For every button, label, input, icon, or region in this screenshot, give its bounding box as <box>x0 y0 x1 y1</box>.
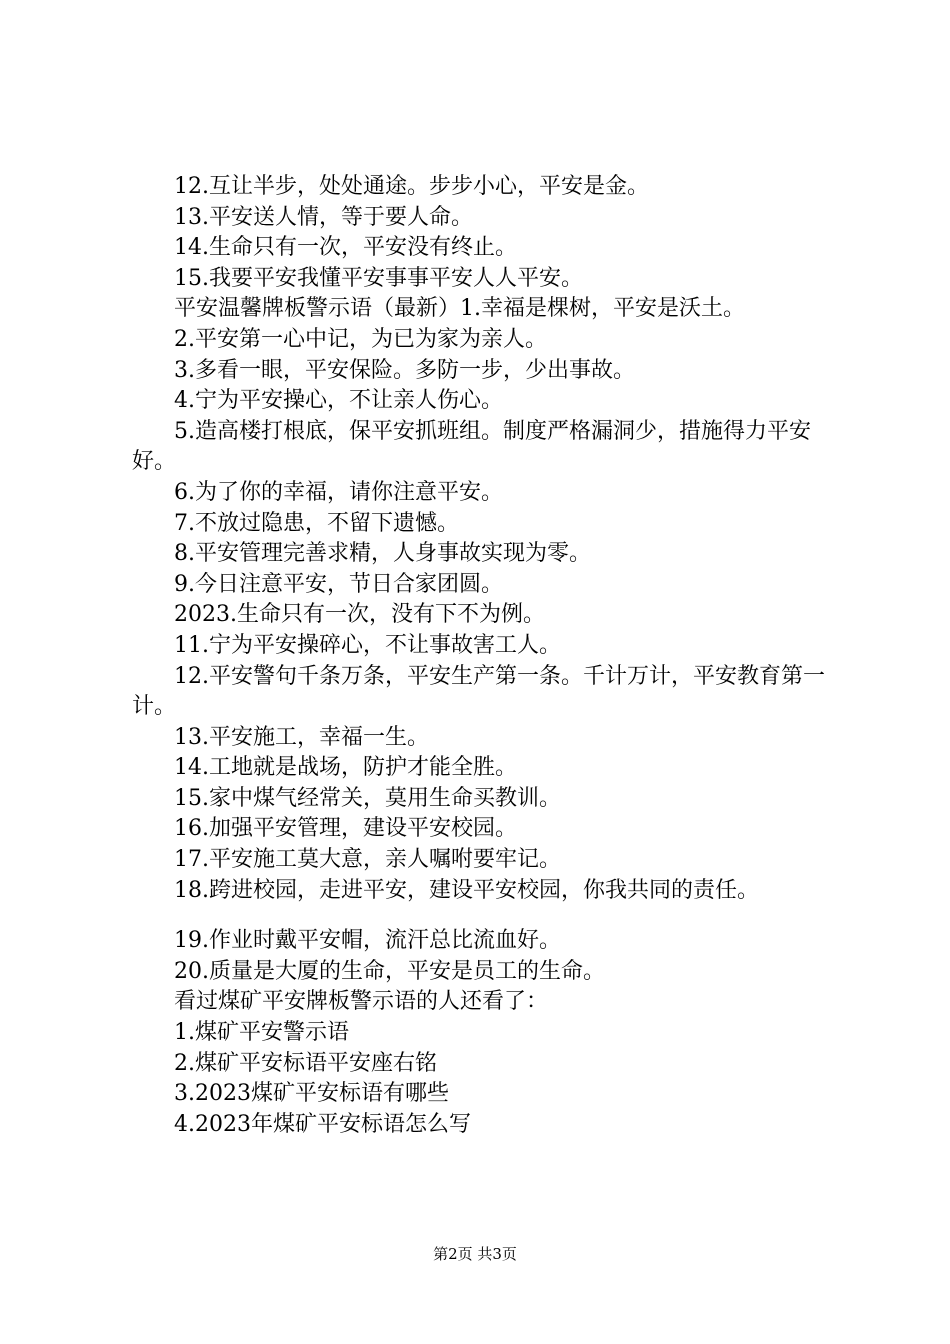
text-line: 9.今日注意平安，节日合家团圆。 <box>174 571 503 597</box>
text-line: 平安温馨牌板警示语（最新）1.幸福是棵树，平安是沃土。 <box>174 296 745 322</box>
text-line: 2.平安第一心中记，为已为家为亲人。 <box>174 326 547 352</box>
text-line: 7.不放过隐患，不留下遗憾。 <box>174 510 459 536</box>
document-body <box>132 172 850 1140</box>
text-line: 5.造高楼打根底，保平安抓班组。制度严格漏洞少，措施得力平安好。 <box>132 418 811 475</box>
text-line: 20.质量是大厦的生命，平安是员工的生命。 <box>174 958 605 984</box>
text-line: 6.为了你的幸福，请你注意平安。 <box>174 479 503 505</box>
text-line: 12.平安警句千条万条，平安生产第一条。千计万计，平安教育第一计。 <box>132 663 825 720</box>
text-line: 3.2023煤矿平安标语有哪些 <box>174 1081 449 1107</box>
text-line: 1.煤矿平安警示语 <box>174 1020 349 1046</box>
text-line: 14.生命只有一次，平安没有终止。 <box>174 235 517 261</box>
text-line: 12.互让半步，处处通途。步步小心，平安是金。 <box>174 174 649 199</box>
text-line: 15.我要平安我懂平安事事平安人人平安。 <box>174 265 583 291</box>
text-line: 看过煤矿平安牌板警示语的人还看了： <box>174 989 549 1015</box>
text-line: 2.煤矿平安标语平安座右铭 <box>174 1050 437 1076</box>
text-line: 11.宁为平安操碎心，不让事故害工人。 <box>174 632 561 658</box>
text-line: 15.家中煤气经常关，莫用生命买教训。 <box>174 785 561 811</box>
text-line: 3.多看一眼，平安保险。多防一步，少出事故。 <box>174 357 635 383</box>
blank-line <box>132 906 850 926</box>
text-line: 14.工地就是战场，防护才能全胜。 <box>174 755 517 781</box>
text-line: 4.宁为平安操心，不让亲人伤心。 <box>174 388 503 414</box>
text-line: 4.2023年煤矿平安标语怎么写 <box>174 1111 471 1137</box>
text-line: 13.平安送人情，等于要人命。 <box>174 204 473 230</box>
text-line: 8.平安管理完善求精，人身事故实现为零。 <box>174 541 591 567</box>
text-line: 17.平安施工莫大意，亲人嘱咐要牢记。 <box>174 847 561 873</box>
text-line: 19.作业时戴平安帽，流汗总比流血好。 <box>174 928 561 954</box>
text-line: 13.平安施工，幸福一生。 <box>174 724 429 750</box>
page-footer: 第2页 共3页 <box>433 1245 517 1263</box>
text-line: 16.加强平安管理，建设平安校园。 <box>174 816 517 842</box>
text-line: 18.跨进校园，走进平安，建设平安校园，你我共同的责任。 <box>174 877 759 903</box>
text-line: 2023.生命只有一次，没有下不为例。 <box>174 602 545 628</box>
